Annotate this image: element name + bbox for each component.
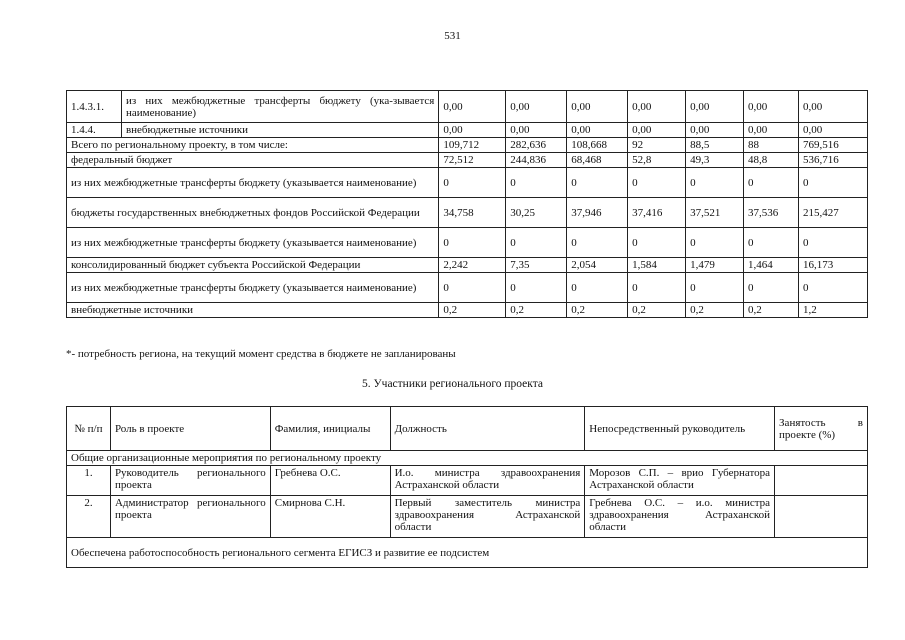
- value-cell: 0,00: [686, 91, 744, 123]
- participant-workload: [775, 496, 868, 538]
- value-cell: 0: [439, 273, 506, 303]
- row-label: из них межбюджетные трансферты бюджету (указывается наименование): [67, 168, 439, 198]
- footnote: *- потребность региона, на текущий момент средства в бюджете не запланированы: [66, 348, 456, 360]
- participant-role: Администратор регионального проекта: [110, 496, 270, 538]
- row-label: бюджеты государственных внебюджетных фондов Российской Федерации: [67, 198, 439, 228]
- header-supervisor: Непосредственный руководитель: [585, 407, 775, 451]
- table-row: [67, 153, 868, 168]
- value-cell: 0: [567, 273, 628, 303]
- value-cell: 0,00: [628, 123, 686, 138]
- value-cell: 16,173: [799, 258, 868, 273]
- participant-name: Гребнева О.С.: [270, 466, 390, 496]
- value-cell: 0,00: [799, 123, 868, 138]
- value-cell: 0: [628, 228, 686, 258]
- value-cell: 0: [799, 228, 868, 258]
- value-cell: 0: [686, 273, 744, 303]
- header-role: Роль в проекте: [110, 407, 270, 451]
- group-row: [67, 451, 868, 466]
- value-cell: 0: [567, 228, 628, 258]
- header-workload: Занятость в проекте (%): [775, 407, 868, 451]
- value-cell: 30,25: [506, 198, 567, 228]
- value-cell: 37,521: [686, 198, 744, 228]
- row-code: 1.4.3.1.: [67, 91, 122, 123]
- value-cell: 0,2: [506, 303, 567, 318]
- header-position: Должность: [390, 407, 585, 451]
- value-cell: 88: [744, 138, 799, 153]
- value-cell: 0,2: [439, 303, 506, 318]
- row-label: Всего по региональному проекту, в том числе:: [67, 138, 439, 153]
- value-cell: 37,416: [628, 198, 686, 228]
- value-cell: 0,00: [567, 123, 628, 138]
- value-cell: 0,2: [686, 303, 744, 318]
- value-cell: 0: [506, 168, 567, 198]
- value-cell: 49,3: [686, 153, 744, 168]
- header-row: [67, 407, 868, 451]
- value-cell: 536,716: [799, 153, 868, 168]
- value-cell: 0: [506, 228, 567, 258]
- value-cell: 0: [799, 273, 868, 303]
- value-cell: 0: [439, 168, 506, 198]
- value-cell: 0: [686, 228, 744, 258]
- value-cell: 0,00: [506, 91, 567, 123]
- group-row: [67, 538, 868, 568]
- table-row: [67, 496, 868, 538]
- value-cell: 72,512: [439, 153, 506, 168]
- value-cell: 0,00: [744, 123, 799, 138]
- value-cell: 2,242: [439, 258, 506, 273]
- table-row: [67, 138, 868, 153]
- participant-num: 1.: [67, 466, 111, 496]
- value-cell: 2,054: [567, 258, 628, 273]
- value-cell: 0: [628, 273, 686, 303]
- value-cell: 0,00: [686, 123, 744, 138]
- table-row: [67, 91, 868, 123]
- value-cell: 0,2: [744, 303, 799, 318]
- table-row: [67, 198, 868, 228]
- value-cell: 0: [628, 168, 686, 198]
- row-code: 1.4.4.: [67, 123, 122, 138]
- row-label: внебюджетные источники: [121, 123, 438, 138]
- value-cell: 0,00: [439, 91, 506, 123]
- value-cell: 0: [744, 168, 799, 198]
- value-cell: 0: [567, 168, 628, 198]
- value-cell: 0,00: [567, 91, 628, 123]
- participant-name: Смирнова С.Н.: [270, 496, 390, 538]
- row-label: из них межбюджетные трансферты бюджету (ука-зывается наименование): [121, 91, 438, 123]
- participant-num: 2.: [67, 496, 111, 538]
- participant-position: И.о. министра здравоохранения Астраханской области: [390, 466, 585, 496]
- value-cell: 0: [744, 273, 799, 303]
- participant-position: Первый заместитель министра здравоохранения Астраханской области: [390, 496, 585, 538]
- value-cell: 1,584: [628, 258, 686, 273]
- participant-workload: [775, 466, 868, 496]
- value-cell: 1,479: [686, 258, 744, 273]
- table-row: [67, 168, 868, 198]
- row-label: консолидированный бюджет субъекта Российской Федерации: [67, 258, 439, 273]
- value-cell: 244,836: [506, 153, 567, 168]
- participant-role: Руководитель регионального проекта: [110, 466, 270, 496]
- value-cell: 108,668: [567, 138, 628, 153]
- value-cell: 0,2: [628, 303, 686, 318]
- value-cell: 0: [744, 228, 799, 258]
- value-cell: 215,427: [799, 198, 868, 228]
- value-cell: 37,946: [567, 198, 628, 228]
- participant-supervisor: Морозов С.П. – врио Губернатора Астраханской области: [585, 466, 775, 496]
- group-title: Обеспечена работоспособность регионального сегмента ЕГИСЗ и развитие ее подсистем: [67, 538, 868, 568]
- value-cell: 48,8: [744, 153, 799, 168]
- value-cell: 88,5: [686, 138, 744, 153]
- table-row: [67, 123, 868, 138]
- table-row: [67, 466, 868, 496]
- table-row: [67, 258, 868, 273]
- value-cell: 0: [506, 273, 567, 303]
- participants-table: [66, 406, 868, 568]
- value-cell: 92: [628, 138, 686, 153]
- header-name: Фамилия, инициалы: [270, 407, 390, 451]
- row-label: из них межбюджетные трансферты бюджету (указывается наименование): [67, 228, 439, 258]
- budget-table: [66, 90, 868, 318]
- value-cell: 0,2: [567, 303, 628, 318]
- value-cell: 52,8: [628, 153, 686, 168]
- table-row: [67, 273, 868, 303]
- table-row: [67, 228, 868, 258]
- value-cell: 769,516: [799, 138, 868, 153]
- value-cell: 282,636: [506, 138, 567, 153]
- group-title: Общие организационные мероприятия по региональному проекту: [67, 451, 868, 466]
- value-cell: 1,464: [744, 258, 799, 273]
- value-cell: 37,536: [744, 198, 799, 228]
- section-title: 5. Участники регионального проекта: [362, 378, 543, 390]
- value-cell: 0,00: [628, 91, 686, 123]
- row-label: из них межбюджетные трансферты бюджету (указывается наименование): [67, 273, 439, 303]
- value-cell: 0,00: [744, 91, 799, 123]
- value-cell: 0: [439, 228, 506, 258]
- header-num: № п/п: [67, 407, 111, 451]
- page-number: 531: [444, 30, 461, 42]
- value-cell: 0,00: [506, 123, 567, 138]
- value-cell: 109,712: [439, 138, 506, 153]
- value-cell: 0: [686, 168, 744, 198]
- participant-supervisor: Гребнева О.С. – и.о. министра здравоохранения Астраханской области: [585, 496, 775, 538]
- value-cell: 0,00: [799, 91, 868, 123]
- value-cell: 34,758: [439, 198, 506, 228]
- value-cell: 7,35: [506, 258, 567, 273]
- row-label: федеральный бюджет: [67, 153, 439, 168]
- value-cell: 1,2: [799, 303, 868, 318]
- value-cell: 68,468: [567, 153, 628, 168]
- value-cell: 0,00: [439, 123, 506, 138]
- value-cell: 0: [799, 168, 868, 198]
- row-label: внебюджетные источники: [67, 303, 439, 318]
- table-row: [67, 303, 868, 318]
